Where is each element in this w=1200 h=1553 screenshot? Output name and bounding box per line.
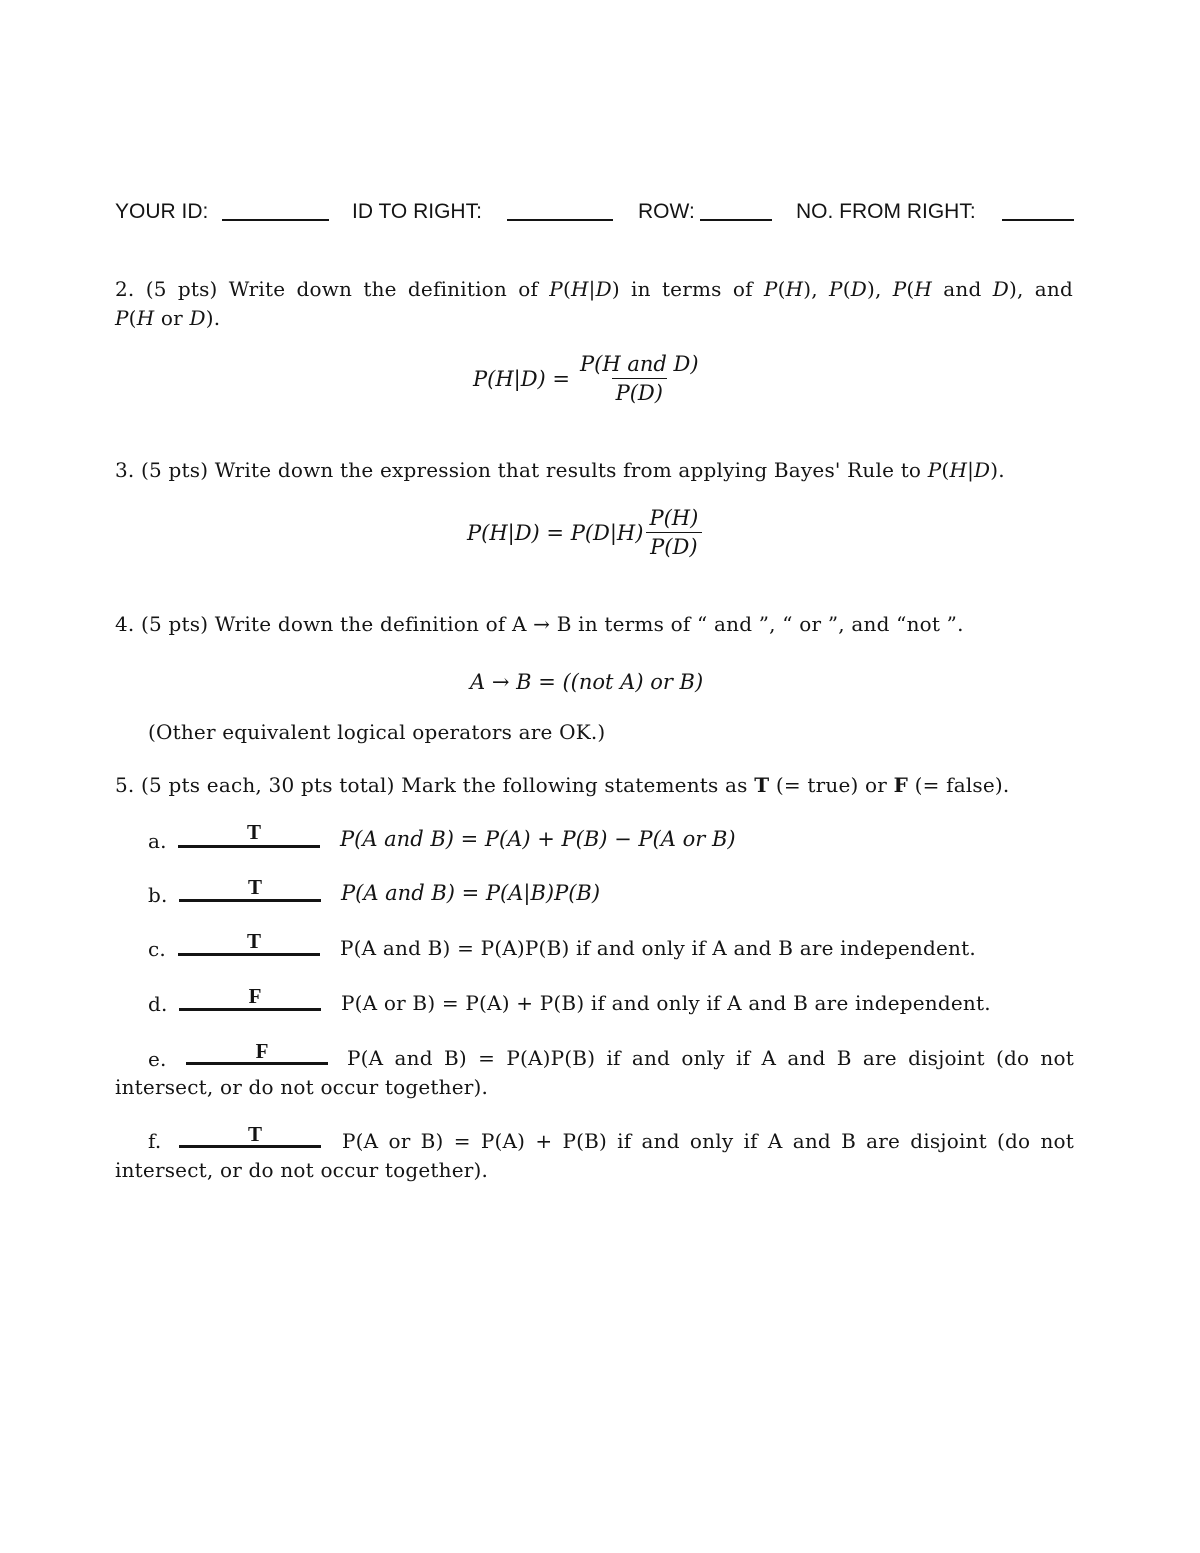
item-d-answer: F <box>248 984 262 1008</box>
item-a-statement: P(A and B) = P(A) + P(B) − P(A or B) <box>340 827 736 851</box>
q3-answer-lhs: P(H|D) = P(D|H) <box>467 520 644 545</box>
item-e-label: e. <box>148 1047 167 1071</box>
q3-prompt-text: (5 pts) Write down the expression that results from applying Bayes' Rule to <box>141 458 922 482</box>
q4-number: 4. <box>115 612 135 636</box>
row-label: ROW: <box>638 200 695 223</box>
your-id-blank[interactable] <box>222 219 329 221</box>
your-id-label: YOUR ID: <box>115 200 209 223</box>
item-a-answer: T <box>246 820 261 844</box>
q5-false-text: (= false). <box>914 773 1010 797</box>
no-from-right-label: NO. FROM RIGHT: <box>796 200 976 223</box>
q5-true-mark: T <box>754 773 770 797</box>
item-b-label: b. <box>148 883 168 907</box>
item-f-statement-line1: P(A or B) = P(A) + P(B) if and only if A and B are disjoint (do not <box>342 1129 1074 1153</box>
q2-answer-fraction <box>576 352 703 405</box>
item-e-statement-line1: P(A and B) = P(A)P(B) if and only if A and B are disjoint (do not <box>347 1046 1074 1070</box>
q4-prompt <box>115 612 964 636</box>
q5-true-text: (= true) or <box>775 773 888 797</box>
item-d-statement: P(A or B) = P(A) + P(B) if and only if A and B are independent. <box>341 991 991 1015</box>
q5-false-mark: F <box>893 773 909 797</box>
item-e-statement-line2: intersect, or do not occur together). <box>115 1075 489 1099</box>
q5-number: 5. <box>115 773 135 797</box>
q2-prompt-line1: 2. (5 pts) Write down the definition of P(H|D) in terms of P(H), P(D), P(H and D), and <box>115 277 1073 301</box>
q4-note: (Other equivalent logical operators are OK.) <box>148 720 606 744</box>
q5-prompt <box>115 773 1009 797</box>
item-f-answer: T <box>247 1122 262 1146</box>
id-to-right-label: ID TO RIGHT: <box>352 200 482 223</box>
item-f-label: f. <box>148 1129 162 1153</box>
item-b-statement: P(A and B) = P(A|B)P(B) <box>341 881 601 905</box>
item-c-statement: P(A and B) = P(A)P(B) if and only if A and B are independent. <box>340 936 976 960</box>
item-d-label: d. <box>148 992 168 1016</box>
q2-prompt-line2: P(H or D). <box>115 306 221 330</box>
q3-answer-fraction <box>645 506 702 559</box>
row-blank[interactable] <box>700 219 772 221</box>
q2-points: (5 pts) <box>145 277 218 301</box>
q3-answer-denominator: P(D) <box>646 532 701 559</box>
item-c-label: c. <box>148 937 166 961</box>
item-a-label: a. <box>148 829 167 853</box>
item-a-answer-blank[interactable] <box>178 845 320 848</box>
q3-answer-equation <box>467 506 702 559</box>
q3-number: 3. <box>115 458 135 482</box>
q2-answer-lhs: P(H|D) = <box>473 366 571 391</box>
q2-answer-equation <box>473 352 703 405</box>
q2-prompt-start: Write down the definition of <box>228 277 539 301</box>
item-c-answer: T <box>246 929 261 953</box>
id-to-right-blank[interactable] <box>507 219 613 221</box>
q3-prompt: 3. (5 pts) Write down the expression that results from applying Bayes' Rule to P(H|D). <box>115 458 1005 482</box>
q5-prompt-prefix: (5 pts each, 30 pts total) Mark the following statements as <box>141 773 748 797</box>
no-from-right-blank[interactable] <box>1002 219 1074 221</box>
item-e-answer: F <box>255 1039 269 1063</box>
q2-answer-numerator: P(H and D) <box>580 352 699 376</box>
q4-prompt-text: (5 pts) Write down the definition of A → B in terms of “ and ”, “ or ”, and “not ”. <box>141 612 964 636</box>
q2-number: 2. <box>115 277 135 301</box>
item-f-statement-line2: intersect, or do not occur together). <box>115 1158 489 1182</box>
q3-answer-numerator: P(H) <box>649 506 699 530</box>
item-b-answer: T <box>247 875 262 899</box>
q4-answer: A → B = ((not A) or B) <box>470 670 704 694</box>
q2-answer-denominator: P(D) <box>612 378 667 405</box>
